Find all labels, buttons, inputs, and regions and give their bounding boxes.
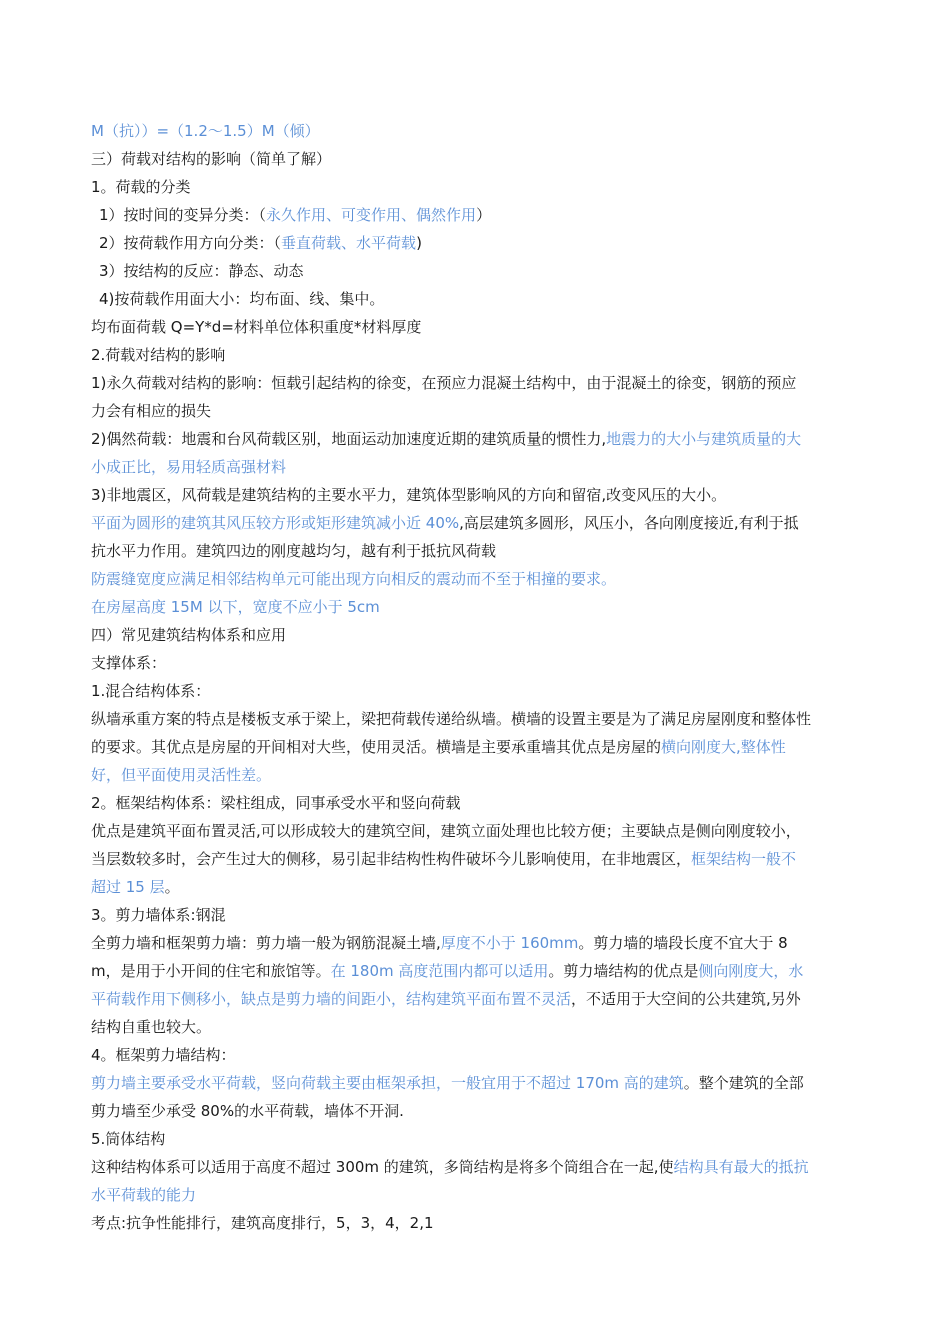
subheading-tube-structure: 5.筒体结构 bbox=[91, 1130, 166, 1148]
highlight-text: 侧向刚度大，水平荷载作用下侧移小，缺点是剪力墙的间距小，结构建筑平面布置不灵活 bbox=[91, 962, 804, 1008]
list-item-direction bbox=[91, 229, 811, 257]
highlight-text: 剪力墙主要承受水平荷载，竖向荷载主要由框架承担，一般宜用于不超过 170m 高的建筑 bbox=[91, 1074, 684, 1092]
paragraph-wind-load: 3)非地震区，风荷载是建筑结构的主要水平力，建筑体型影响风的方向和留宿,改变风压的大小。 bbox=[91, 486, 727, 504]
list-item-text: 2）按荷载作用方向分类：（ bbox=[99, 234, 282, 252]
highlight-text: 平面为圆形的建筑其风压较方形或矩形建筑减小近 40% bbox=[91, 514, 460, 532]
subheading-shear-wall: 3。剪力墙体系:钢混 bbox=[91, 906, 226, 924]
highlight-text: 垂直荷载、水平荷载 bbox=[281, 234, 417, 252]
subheading-load-classification: 1。荷载的分类 bbox=[91, 178, 191, 196]
paragraph-shear-wall bbox=[91, 929, 811, 1041]
highlight-text: 地震力的大小与建筑质量的大小成正比，易用轻质高强材料 bbox=[91, 430, 802, 476]
paragraph-text: 。整个建筑的全部剪力墙至少承受 80%的水平荷载，墙体不开洞. bbox=[91, 1074, 804, 1120]
section-heading-4: 四）常见建筑结构体系和应用 bbox=[91, 626, 287, 644]
paragraph-frame-structure bbox=[91, 817, 811, 901]
seismic-joint-width-line: 在房屋高度 15M 以下，宽度不应小于 5cm bbox=[91, 598, 380, 616]
formula-uniform-load: 均布面荷载 Q=Y*d=材料单位体积重度*材料厚度 bbox=[91, 318, 422, 336]
paragraph-accidental-load bbox=[91, 425, 811, 481]
paragraph-round-building bbox=[91, 509, 811, 565]
subheading-mixed-structure: 1.混合结构体系： bbox=[91, 682, 211, 700]
highlight-text: 结构具有最大的抵抗水平荷载的能力 bbox=[91, 1158, 809, 1204]
subheading-support-system: 支撑体系： bbox=[91, 654, 167, 672]
paragraph-mixed-structure bbox=[91, 705, 811, 789]
list-item-text: ) bbox=[416, 234, 422, 252]
paragraph-tube-structure bbox=[91, 1153, 811, 1209]
paragraph-frame-shear-wall bbox=[91, 1069, 811, 1125]
list-item-text: 1）按时间的变异分类：（ bbox=[99, 206, 267, 224]
list-item-text: ） bbox=[476, 206, 492, 224]
paragraph-permanent-load: 1)永久荷载对结构的影响：恒载引起结构的徐变，在预应力混凝土结构中，由于混凝土的徐变，钢筋的预应力会有相应的损失 bbox=[91, 374, 797, 420]
paragraph-text: 。 bbox=[164, 878, 180, 896]
subheading-frame-shear-wall: 4。框架剪力墙结构： bbox=[91, 1046, 236, 1064]
paragraph-text: ，不适用于大空间的公共建筑,另外结构自重也较大。 bbox=[91, 990, 801, 1036]
seismic-joint-line: 防震缝宽度应满足相邻结构单元可能出现方向相反的震动而不至于相撞的要求。 bbox=[91, 570, 617, 588]
paragraph-text: 全剪力墙和框架剪力墙：剪力墙一般为钢筋混凝土墙, bbox=[91, 934, 441, 952]
list-item-reaction: 3）按结构的反应：静态、动态 bbox=[99, 262, 304, 280]
paragraph-text: 这种结构体系可以适用于高度不超过 300m 的建筑，多筒结构是将多个筒组合在一起,使 bbox=[91, 1158, 674, 1176]
highlight-text: 在 180m 高度范围内都可以适用 bbox=[330, 962, 549, 980]
paragraph-text: 纵墙承重方案的特点是楼板支承于梁上，梁把荷载传递给纵墙。横墙的设置主要是为了满足房屋刚度和整体性的要求。其优点是房屋的开间相对大些，使用灵活。横墙是主要承重墙其优点是房屋的 bbox=[91, 710, 812, 756]
highlight-text: 横向刚度大,整体性好，但平面使用灵活性差。 bbox=[91, 738, 786, 784]
paragraph-text: 2)偶然荷载：地震和台风荷载区别，地面运动加速度近期的建筑质量的惯性力, bbox=[91, 430, 607, 448]
paragraph-text: 。剪力墙结构的优点是 bbox=[548, 962, 699, 980]
exam-point-line: 考点:抗争性能排行，建筑高度排行，5，3，4，2,1 bbox=[91, 1214, 434, 1232]
formula-line: M（抗））=（1.2～1.5）M（倾） bbox=[91, 122, 320, 140]
paragraph-text: 。剪力墙的墙段长度不宜大于 8m，是用于小开间的住宅和旅馆等。 bbox=[91, 934, 788, 980]
highlight-text: 厚度不小于 160mm bbox=[440, 934, 579, 952]
document-page bbox=[91, 117, 811, 1237]
subheading-load-effect: 2.荷载对结构的影响 bbox=[91, 346, 226, 364]
paragraph-text: ,高层建筑多圆形，风压小，各向刚度接近,有利于抵抗水平力作用。建筑四边的刚度越均匀，越有利于抵抗风荷载 bbox=[91, 514, 799, 560]
highlight-text: 框架结构一般不超过 15 层 bbox=[91, 850, 797, 896]
list-item-time bbox=[91, 201, 811, 229]
paragraph-text: 优点是建筑平面布置灵活,可以形成较大的建筑空间，建筑立面处理也比较方便；主要缺点是侧向刚度较小，当层数较多时，会产生过大的侧移，易引起非结构性构件破坏今儿影响使用，在非地震区， bbox=[91, 822, 801, 868]
section-heading-3: 三）荷载对结构的影响（简单了解） bbox=[91, 150, 332, 168]
subheading-frame-structure: 2。框架结构体系：梁柱组成，同事承受水平和竖向荷载 bbox=[91, 794, 461, 812]
highlight-text: 永久作用、可变作用、偶然作用 bbox=[266, 206, 477, 224]
list-item-area: 4)按荷载作用面大小：均布面、线、集中。 bbox=[99, 290, 385, 308]
